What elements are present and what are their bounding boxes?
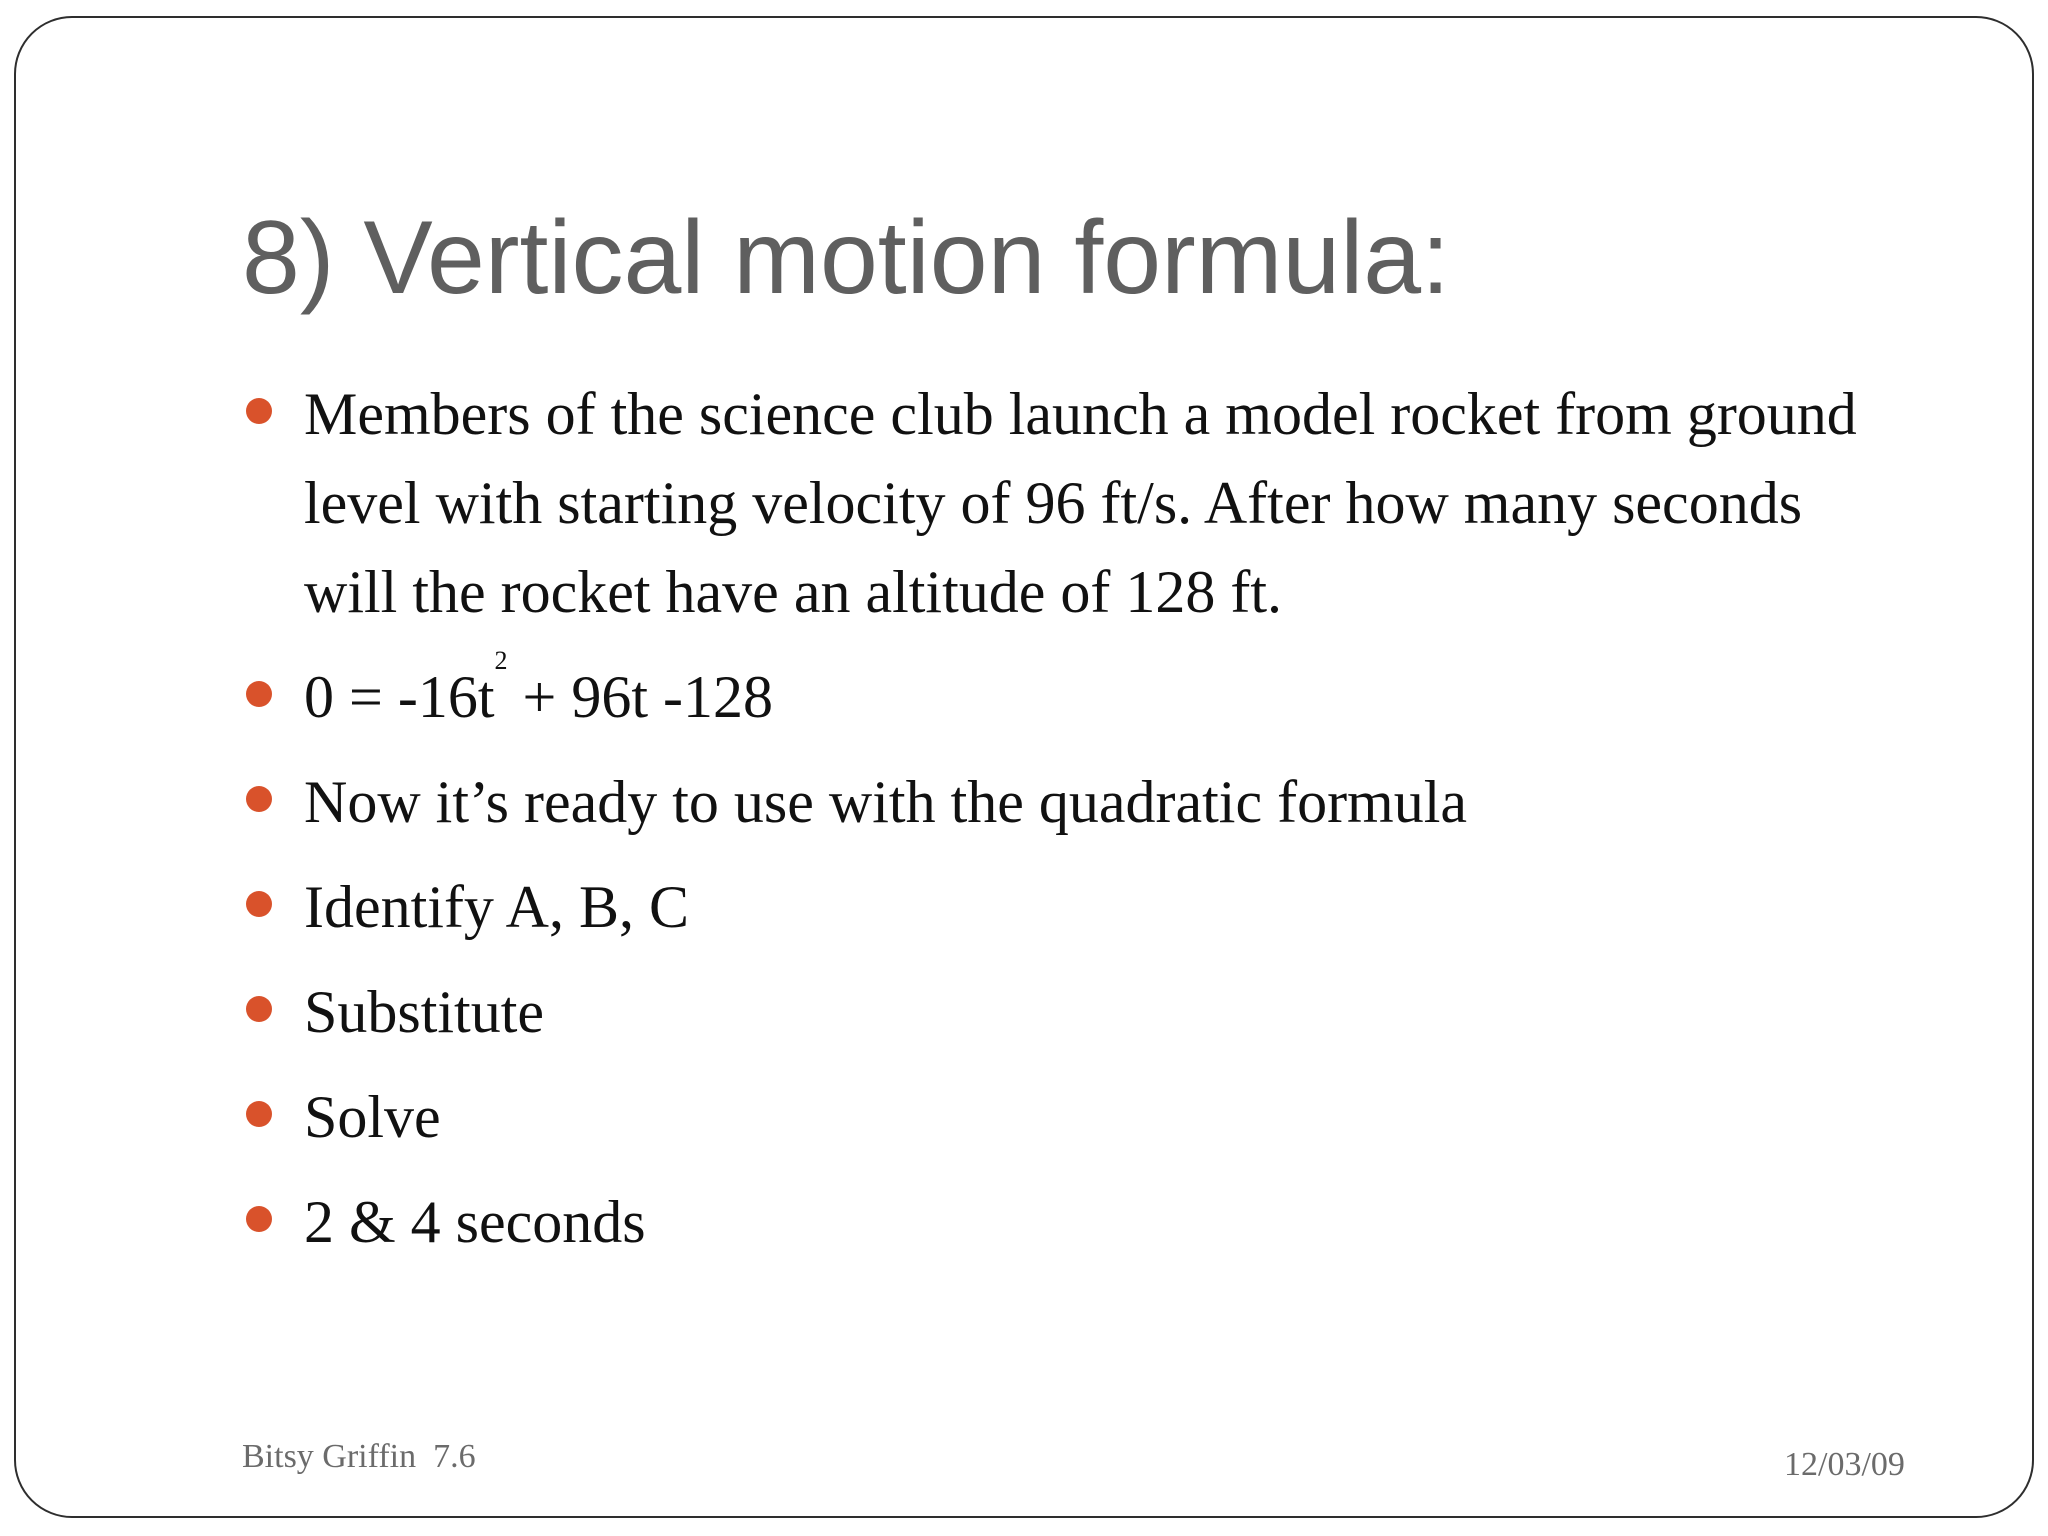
footer-author: Bitsy Griffin 7.6 [242,1438,476,1475]
bullet-item-quadratic [304,758,1864,847]
bullet-item-equation [304,646,1864,742]
bullet-item-answer [304,1178,1864,1267]
bullet-dot-icon [246,891,272,917]
bullet-text: Members of the science club launch a model rocket from ground level with starting velocity of 96 ft/s. After how many seconds will the rocket have an altitude of 128 ft. [304,381,1857,625]
equation-right: + 96t -128 [507,664,773,730]
bullet-text: Now it’s ready to use with the quadratic formula [304,769,1468,835]
slide-title: 8) Vertical motion formula: [242,200,1451,316]
bullet-text: Identify A, B, C [304,874,689,940]
bullet-item-solve [304,1073,1864,1162]
bullet-list [304,370,1864,1283]
bullet-dot-icon [246,398,272,424]
bullet-text: Substitute [304,979,545,1045]
bullet-dot-icon [246,996,272,1022]
equation-exponent: 2 [494,646,508,675]
footer-date: 12/03/09 [1784,1446,1905,1483]
bullet-dot-icon [246,786,272,812]
bullet-text: 2 & 4 seconds [304,1189,646,1255]
bullet-item-problem [304,370,1864,637]
bullet-item-substitute [304,968,1864,1057]
equation-left: 0 = -16t [304,664,495,730]
bullet-text: Solve [304,1084,441,1150]
slide [14,16,2034,1518]
bullet-dot-icon [246,1101,272,1127]
bullet-item-identify [304,863,1864,952]
bullet-dot-icon [246,681,272,707]
bullet-dot-icon [246,1206,272,1232]
